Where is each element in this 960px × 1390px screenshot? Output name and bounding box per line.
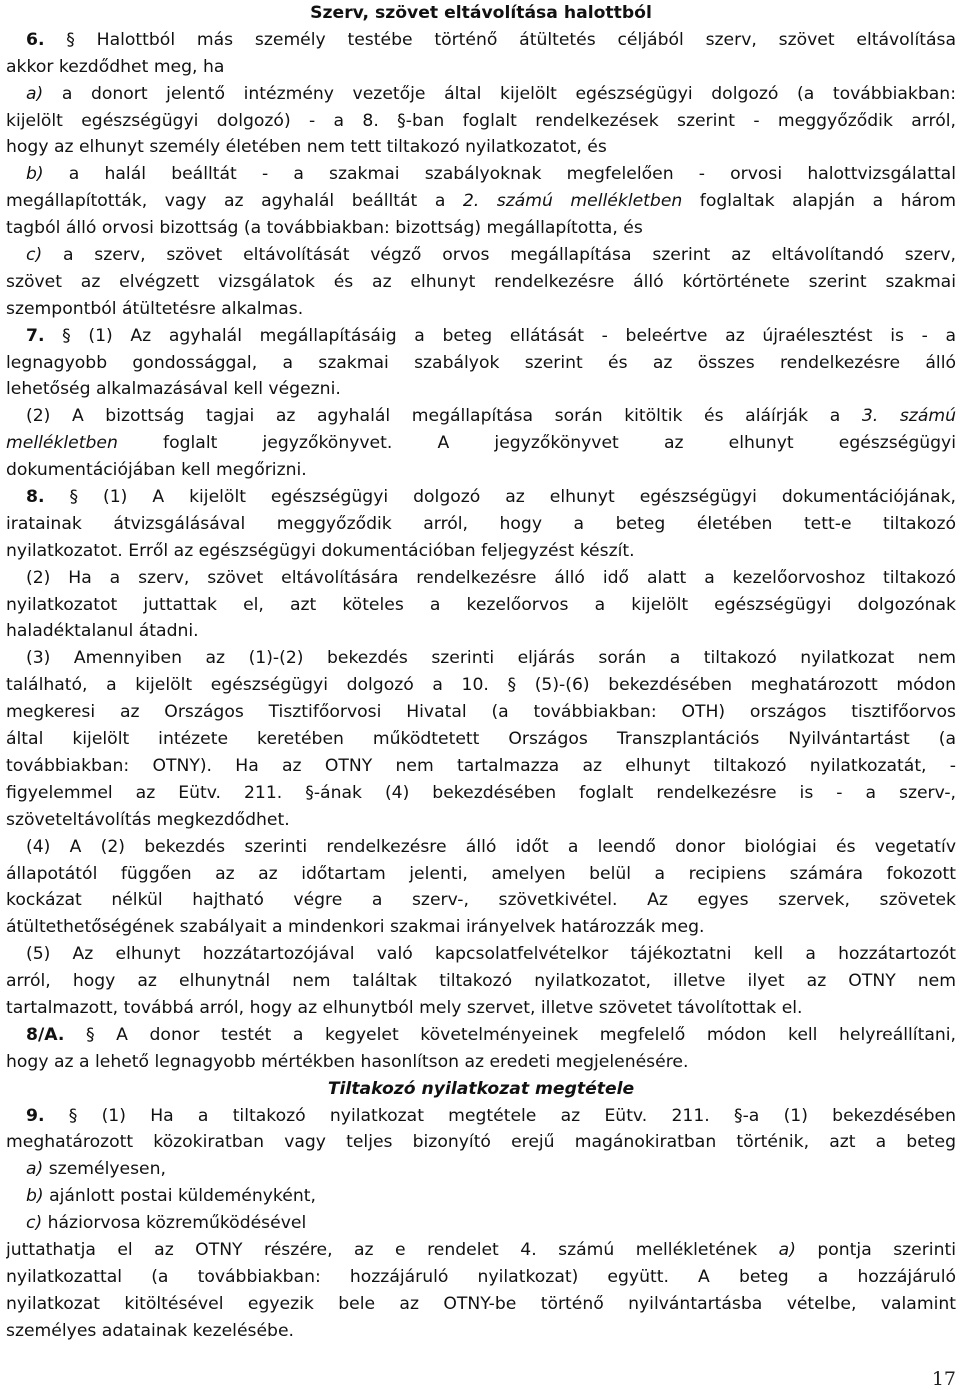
text-run: (5) Az elhunyt hozzátartozójával való kapcsolatfelvételkor tájékoztatni kell a hozzátartozót [26,944,956,965]
text-line [6,726,956,753]
text-line [6,807,956,834]
text-line [6,1210,956,1237]
text-line [6,457,956,484]
text-run: kijelölt egészségügyi dolgozó) - a 8. §-ban foglalt rendelkezések szerint - meggyőződik arról, [6,110,956,131]
text-run: § (1) Ha a tiltakozó nyilatkozat megtétele az Eütv. 211. §-a (1) bekezdésében [44,1105,956,1126]
text-run: § Halottból más személy testébe történő átültetés céljából szerv, szövet eltávolítása [44,29,956,50]
section-heading [6,1076,956,1103]
text-line [6,376,956,403]
text-run: tartalmazott, továbbá arról, hogy az elhunytból mely szervet, illetve szövetet távolítottak el. [6,997,803,1018]
text-line [6,54,956,81]
text-run: által kijelölt intézete keretében működtetett Országos Transzplantációs Nyilvántartást (a [6,729,956,750]
text-line [6,753,956,780]
text-line [6,995,956,1022]
text-line [6,1129,956,1156]
text-line [6,188,956,215]
text-run: nyilatkozatot. Erről az egészségügyi dokumentációban feljegyzést készít. [6,540,635,561]
text-run: 9. [26,1105,45,1126]
text-run: § (1) A kijelölt egészségügyi dolgozó az elhunyt egészségügyi dokumentációjának, [44,487,956,508]
text-run: a szerv, szövet eltávolítását végző orvos megállapítása szerint az eltávolítandó szerv, [42,245,956,266]
text-line [6,1183,956,1210]
text-run: szöveteltávolítás megkezdődhet. [6,809,290,830]
page-number: 17 [931,1368,956,1390]
text-run: (2) Ha a szerv, szövet eltávolítására rendelkezésre álló idő alatt a kezelőorvoshoz tiltakozó [26,567,956,588]
text-run: 8. [26,487,45,508]
text-run: legnagyobb gondossággal, a szakmai szabályok szerint és az összes rendelkezésre álló [6,352,956,373]
text-run: § A donor testét a kegyelet követelményeinek megfelelő módon kell helyreállítani, [64,1024,956,1045]
text-run: 7. [26,325,45,346]
text-run: figyelemmel az Eütv. 211. §-ának (4) bekezdésében foglalt rendelkezésre is - a szerv-, [6,782,956,803]
text-run: (3) Amennyiben az (1)-(2) bekezdés szerinti eljárás során a tiltakozó nyilatkozat nem [26,648,956,669]
text-line [6,269,956,296]
text-line [6,242,956,269]
text-line [6,941,956,968]
text-run: arról, hogy az elhunytnál nem találtak tiltakozó nyilatkozatot, illetve ilyet az OTNY nem [6,971,956,992]
text-line [6,645,956,672]
text-line [6,484,956,511]
text-line [6,968,956,995]
text-line [6,618,956,645]
section-heading [6,0,956,27]
text-run: személyesen, [43,1159,166,1180]
text-run: (4) A (2) bekezdés szerinti rendelkezésre álló időt a leendő donor biológiai és vegetatív [26,836,956,857]
text-line [6,134,956,161]
text-run: a) [26,83,44,104]
text-run: állapotától függően az az időtartam jelenti, amelyen belül a recipiens számára fokozott [6,863,956,884]
text-line [6,81,956,108]
text-line [6,780,956,807]
text-run: dokumentációjában kell megőrizni. [6,460,307,481]
text-run: továbbiakban: OTNY). Ha az OTNY nem tartalmazza az elhunyt tiltakozó nyilatkozatát, - [6,755,956,776]
text-run: haladéktalanul átadni. [6,621,199,642]
text-run: nyilatkozat kitöltésével egyezik bele az OTNY-be történő nyilvántartásba vételbe, valamint [6,1293,956,1314]
text-line [6,538,956,565]
heading-text: Szerv, szövet eltávolítása halottból [310,3,652,23]
text-run: kockázat nélkül hajtható végre a szerv-, szövetkivétel. Az egyes szervek, szövetek [6,890,956,911]
text-run: 2. számú mellékletben [462,191,683,212]
text-run: szempontból átültetésre alkalmas. [6,298,304,319]
text-run: található, a kijelölt egészségügyi dolgozó a 10. § (5)-(6) bekezdésében meghatározott módon [6,675,956,696]
text-run: a halál beálltát - a szakmai szabályoknak megfelelően - orvosi halottvizsgálattal [43,164,956,185]
text-run: szövet az elvégzett vizsgálatok és az elhunyt rendelkezésre álló kórtörténete szerint szakmai [6,271,956,292]
text-run: nyilatkozattal (a továbbiakban: hozzájáruló nyilatkozat) együtt. A beteg a hozzájáruló [6,1266,956,1287]
text-run: megkeresi az Országos Tisztifőorvosi Hivatal (a továbbiakban: OTH) országos tisztifőorvos [6,702,956,723]
text-run: b) [26,1186,44,1207]
text-run: 3. számú [861,406,956,427]
text-run: a donort jelentő intézmény vezetője által kijelölt egészségügyi dolgozó (a továbbiakban: [43,83,956,104]
text-line [6,1103,956,1130]
text-line [6,1291,956,1318]
text-line [6,834,956,861]
text-line [6,350,956,377]
text-line [6,1156,956,1183]
text-run: megállapították, vagy az agyhalál beálltát a [6,191,463,212]
text-line [6,592,956,619]
text-line [6,1022,956,1049]
text-run: hogy az elhunyt személy életében nem tett tiltakozó nyilatkozatot, és [6,137,607,158]
text-line [6,511,956,538]
text-run: juttathatja el az OTNY részére, az e rendelet 4. számú mellékletének [6,1239,779,1260]
text-run: c) [26,245,43,266]
text-line [6,108,956,135]
heading-text: Tiltakozó nyilatkozat megtétele [327,1078,635,1099]
text-run: lehetőség alkalmazásával kell végezni. [6,379,341,400]
text-line [6,1237,956,1264]
text-line [6,215,956,242]
text-run: iratainak átvizsgálásával meggyőződik arról, hogy a beteg életében tett-e tiltakozó [6,513,956,534]
text-run: 6. [26,29,45,50]
text-run: a) [26,1159,44,1180]
text-run: ajánlott postai küldeményként, [43,1186,316,1207]
text-line [6,914,956,941]
text-run: nyilatkozatot juttattak el, azt köteles a kezelőorvos a kijelölt egészségügyi dolgozónak [6,594,956,615]
text-run: mellékletben [6,433,118,454]
text-line [6,887,956,914]
text-run: c) [26,1213,43,1234]
text-run: meghatározott közokiratban vagy teljes bizonyító erejű magánokiratban történik, azt a beteg [6,1132,956,1153]
text-line [6,403,956,430]
text-run: tagból álló orvosi bizottság (a továbbiakban: bizottság) megállapította, és [6,218,643,239]
text-run: § (1) Az agyhalál megállapításáig a beteg ellátását - beleértve az újraélesztést is - a [44,325,956,346]
text-run: akkor kezdődhet meg, ha [6,56,225,77]
text-run: 8/A. [26,1024,65,1045]
text-line [6,1264,956,1291]
text-run: személyes adatainak kezelésébe. [6,1320,295,1341]
text-line [6,161,956,188]
text-line [6,323,956,350]
text-run: a) [778,1239,796,1260]
text-line [6,861,956,888]
text-line [6,27,956,54]
text-line [6,1318,956,1345]
document-body [6,0,956,1345]
text-line [6,699,956,726]
text-run: (2) A bizottság tagjai az agyhalál megállapítása során kitöltik és aláírják a [26,406,862,427]
text-run: foglalt jegyzőkönyvet. A jegyzőkönyvet az elhunyt egészségügyi [117,433,956,454]
text-run: foglaltak alapján a három [682,191,956,212]
text-run: b) [26,164,44,185]
text-line [6,296,956,323]
text-run: átültethetőségének szabályait a mindenkori szakmai irányelvek határozzák meg. [6,917,705,938]
text-run: hogy az a lehető legnagyobb mértékben hasonlítson az eredeti megjelenésére. [6,1051,689,1072]
text-run: háziorvosa közreműködésével [42,1213,307,1234]
text-run: pontja szerinti [795,1239,956,1260]
text-line [6,565,956,592]
text-line [6,672,956,699]
text-line [6,430,956,457]
text-line [6,1049,956,1076]
